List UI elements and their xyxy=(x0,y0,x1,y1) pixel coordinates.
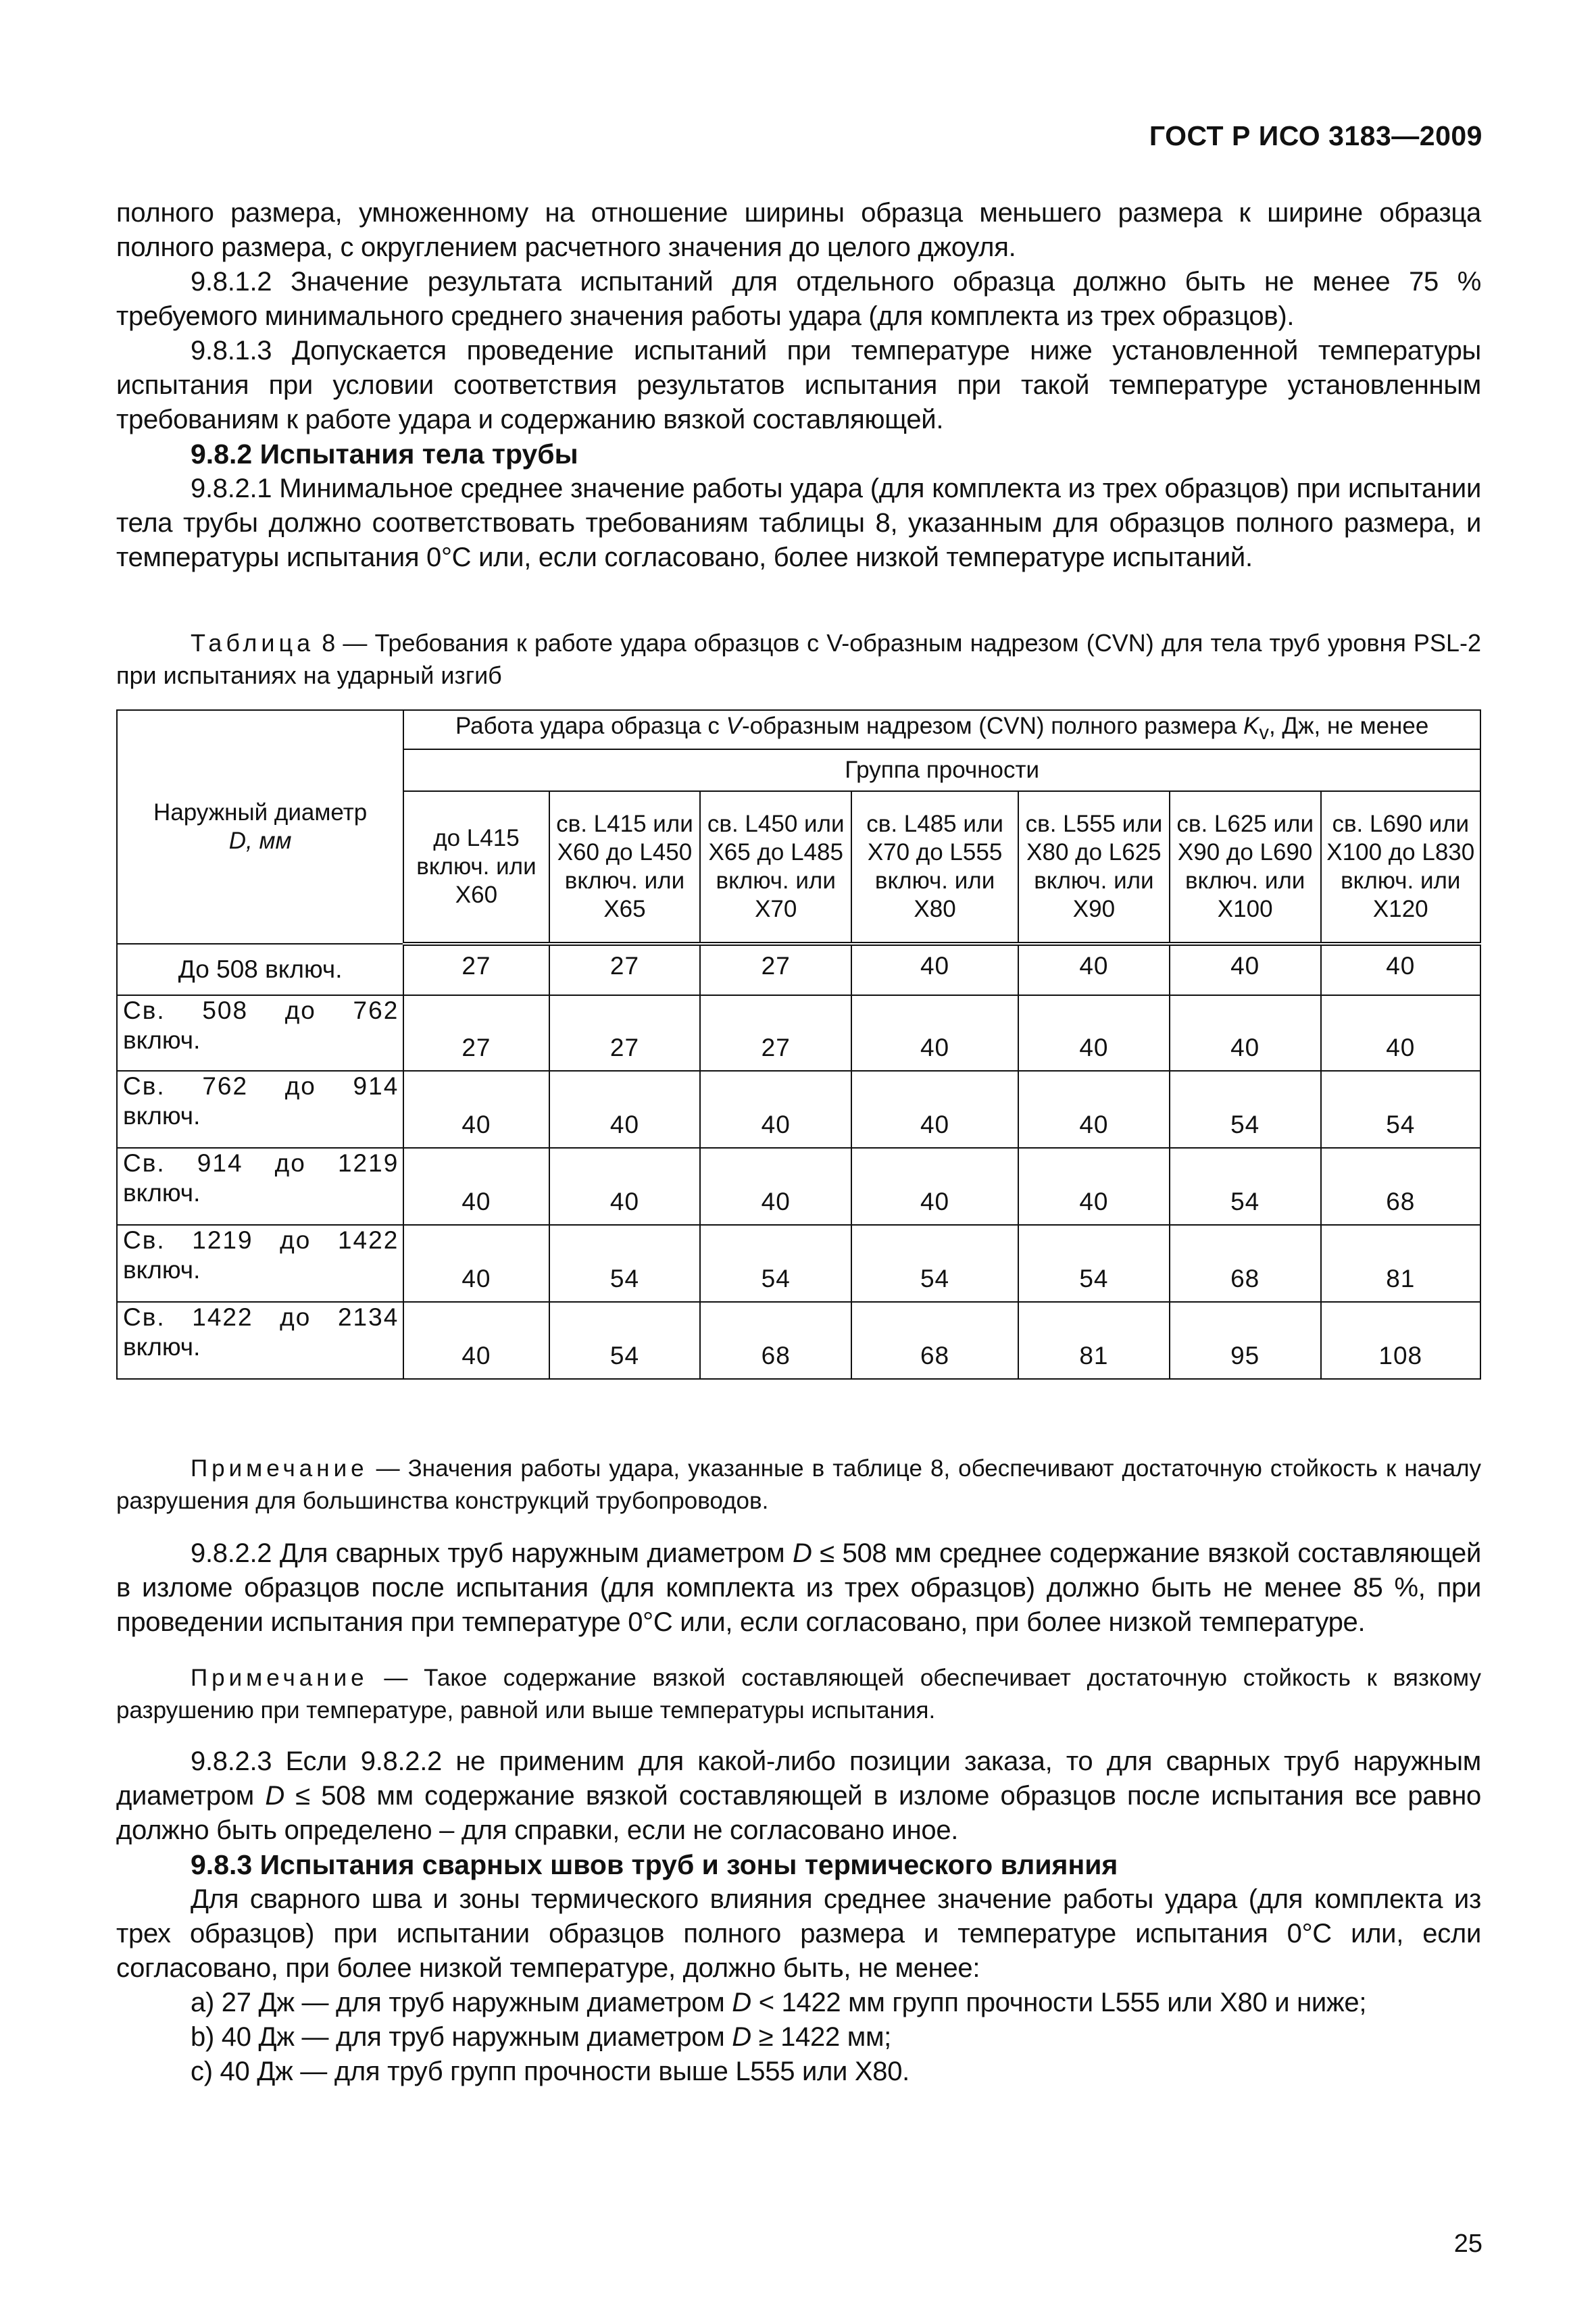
table-cell: 40 xyxy=(851,1071,1018,1148)
heading-983: 9.8.3 Испытания сварных швов труб и зоны термического влияния xyxy=(191,1849,1118,1880)
table-cell: 27 xyxy=(700,944,851,995)
paragraph-9822: 9.8.2.2 Для сварных труб наружным диаметром D ≤ 508 мм среднее содержание вязкой составляющей в изломе образцов после испытания (для комплекта из трех образцов) должно быть не менее 85 %, при проведении испытания при температуре 0°С или, если согласовано, при более низкой температуре. xyxy=(116,1538,1481,1637)
header-outer-diameter-line2: D, мм xyxy=(228,828,292,854)
table-cell: 54 xyxy=(549,1302,701,1379)
table-8-caption xyxy=(116,627,1481,692)
table-cell: 54 xyxy=(1170,1148,1321,1225)
paragraph-9823: 9.8.2.3 Если 9.8.2.2 не применим для какой-либо позиции заказа, то для сварных труб наружным диаметром D ≤ 508 мм содержание вязкой составляющей в изломе образцов после испытания все равно должно быть определено – для справки, если не согласовано иное. xyxy=(116,1746,1481,1845)
grade-header-5: св. L555 или X80 до L625 включ. или X90 xyxy=(1018,791,1170,944)
row-label: Св. 1219 до 1422 включ. xyxy=(117,1225,403,1302)
table-cell: 40 xyxy=(851,1148,1018,1225)
row-label: Св. 508 до 762 включ. xyxy=(117,995,403,1071)
table-cell: 95 xyxy=(1170,1302,1321,1379)
grade-header-3: св. L450 или X65 до L485 включ. или X70 xyxy=(700,791,851,944)
table-cell: 54 xyxy=(1018,1225,1170,1302)
grade-header-4: св. L485 или X70 до L555 включ. или X80 xyxy=(851,791,1018,944)
table-cell: 108 xyxy=(1321,1302,1480,1379)
note-1: Примечание — Значения работы удара, указанные в таблице 8, обеспечивают достаточную стойкость к началу разрушения для большинства конструкций трубопроводов. xyxy=(116,1455,1481,1514)
row-label: Св. 914 до 1219 включ. xyxy=(117,1148,403,1225)
table-cell: 54 xyxy=(700,1225,851,1302)
table-row xyxy=(117,1225,1480,1302)
grade-header-7: св. L690 или X100 до L830 включ. или X120 xyxy=(1321,791,1480,944)
note-2-block xyxy=(116,1662,1481,1727)
paragraph-continuation: полного размера, умноженному на отношение ширины образца меньшего размера к ширине образца полного размера, с округлением расчетного значения до целого джоуля. xyxy=(116,198,1481,262)
list-item-c: c) 40 Дж — для труб групп прочности выше L555 или X80. xyxy=(191,2057,909,2086)
grade-header-6: св. L625 или X90 до L690 включ. или X100 xyxy=(1170,791,1321,944)
table-cell: 40 xyxy=(1170,995,1321,1071)
header-outer-diameter-line1: Наружный диаметр xyxy=(153,799,368,826)
table-row xyxy=(117,1148,1480,1225)
table-cell: 54 xyxy=(1321,1071,1480,1148)
grade-header-2: св. L415 или X60 до L450 включ. или X65 xyxy=(549,791,701,944)
table-cell: 40 xyxy=(700,1148,851,1225)
paragraph-9822-block xyxy=(116,1536,1481,1640)
table-cell: 40 xyxy=(1321,944,1480,995)
heading-982: 9.8.2 Испытания тела трубы xyxy=(191,438,578,470)
table-cell: 40 xyxy=(1018,944,1170,995)
table-caption-text: 8 — Требования к работе удара образцов с V-образным надрезом (CVN) для тела труб уровня PSL-2 при испытаниях на ударный изгиб xyxy=(116,629,1481,689)
note-1-block xyxy=(116,1453,1481,1517)
table-cell: 40 xyxy=(1018,1148,1170,1225)
paragraph-983: Для сварного шва и зоны термического влияния среднее значение работы удара (для комплекта из трех образцов) при испытании образцов полного размера и температуре испытания 0°С или, если согласовано, при более низкой температуре, должно быть, не менее: xyxy=(116,1884,1481,1983)
page-number: 25 xyxy=(1453,2230,1482,2258)
note-2: Примечание — Такое содержание вязкой составляющей обеспечивает достаточную стойкость к вязкому разрушению при температуре, равной или выше температуры испытания. xyxy=(116,1665,1481,1724)
row-label: Св. 762 до 914 включ. xyxy=(117,1071,403,1148)
table-cell: 54 xyxy=(851,1225,1018,1302)
header-outer-diameter xyxy=(117,710,403,944)
header-impact-energy: Работа удара образца с V-образным надрезом (CVN) полного размера $K_v$, Дж, не менее xyxy=(403,710,1480,749)
paragraph-9812: 9.8.1.2 Значение результата испытаний для отдельного образца должно быть не менее 75 % требуемого минимального среднего значения работы удара (для комплекта из трех образцов). xyxy=(116,267,1481,331)
table-cell: 40 xyxy=(1018,995,1170,1071)
list-item-a: a) 27 Дж — для труб наружным диаметром D < 1422 мм групп прочности L555 или X80 и ниже; xyxy=(191,1988,1367,2017)
table-cell: 40 xyxy=(549,1071,701,1148)
table-row xyxy=(117,1302,1480,1379)
table-caption-word: Таблица xyxy=(191,629,315,657)
table-cell: 40 xyxy=(403,1225,549,1302)
table-cell: 40 xyxy=(700,1071,851,1148)
table-cell: 40 xyxy=(1018,1071,1170,1148)
table-cell: 68 xyxy=(851,1302,1018,1379)
paragraph-9821: 9.8.2.1 Минимальное среднее значение работы удара (для комплекта из трех образцов) при испытании тела трубы должно соответствовать требованиям таблицы 8, указанным для образцов полного размера, и температуры испытания 0°С или, если согласовано, более низкой температуре испытаний. xyxy=(116,474,1481,572)
table-8 xyxy=(116,709,1481,1380)
table-cell: 40 xyxy=(403,1071,549,1148)
table-cell: 40 xyxy=(1170,944,1321,995)
table-cell: 81 xyxy=(1321,1225,1480,1302)
table-cell: 54 xyxy=(549,1225,701,1302)
top-text-block xyxy=(116,196,1481,575)
bottom-text-block xyxy=(116,1744,1481,2089)
table-cell: 27 xyxy=(700,995,851,1071)
table-cell: 81 xyxy=(1018,1302,1170,1379)
row-label: Св. 1422 до 2134 включ. xyxy=(117,1302,403,1379)
table-cell: 40 xyxy=(549,1148,701,1225)
list-item-b: b) 40 Дж — для труб наружным диаметром D ≥ 1422 мм; xyxy=(191,2022,891,2052)
table-cell: 40 xyxy=(403,1302,549,1379)
header-strength-group: Группа прочности xyxy=(403,749,1480,791)
table-cell: 40 xyxy=(851,944,1018,995)
table-caption-block xyxy=(116,627,1481,692)
table-row xyxy=(117,944,1480,995)
row-label: До 508 включ. xyxy=(117,944,403,995)
table-cell: 27 xyxy=(403,995,549,1071)
table-row xyxy=(117,995,1480,1071)
table-cell: 27 xyxy=(549,995,701,1071)
table-cell: 27 xyxy=(403,944,549,995)
table-cell: 68 xyxy=(1170,1225,1321,1302)
table-cell: 68 xyxy=(1321,1148,1480,1225)
table-cell: 68 xyxy=(700,1302,851,1379)
table-cell: 40 xyxy=(851,995,1018,1071)
grade-header-1: до L415 включ. или X60 xyxy=(403,791,549,944)
table-cell: 40 xyxy=(1321,995,1480,1071)
table-cell: 27 xyxy=(549,944,701,995)
table-cell: 54 xyxy=(1170,1071,1321,1148)
paragraph-9813: 9.8.1.3 Допускается проведение испытаний при температуре ниже установленной температуры испытания при условии соответствия результатов испытания при такой температуре установленным требованиям к работе удара и содержанию вязкой составляющей. xyxy=(116,336,1481,434)
document-code-header: ГОСТ Р ИСО 3183—2009 xyxy=(1149,120,1482,151)
table-cell: 40 xyxy=(403,1148,549,1225)
table-row xyxy=(117,1071,1480,1148)
